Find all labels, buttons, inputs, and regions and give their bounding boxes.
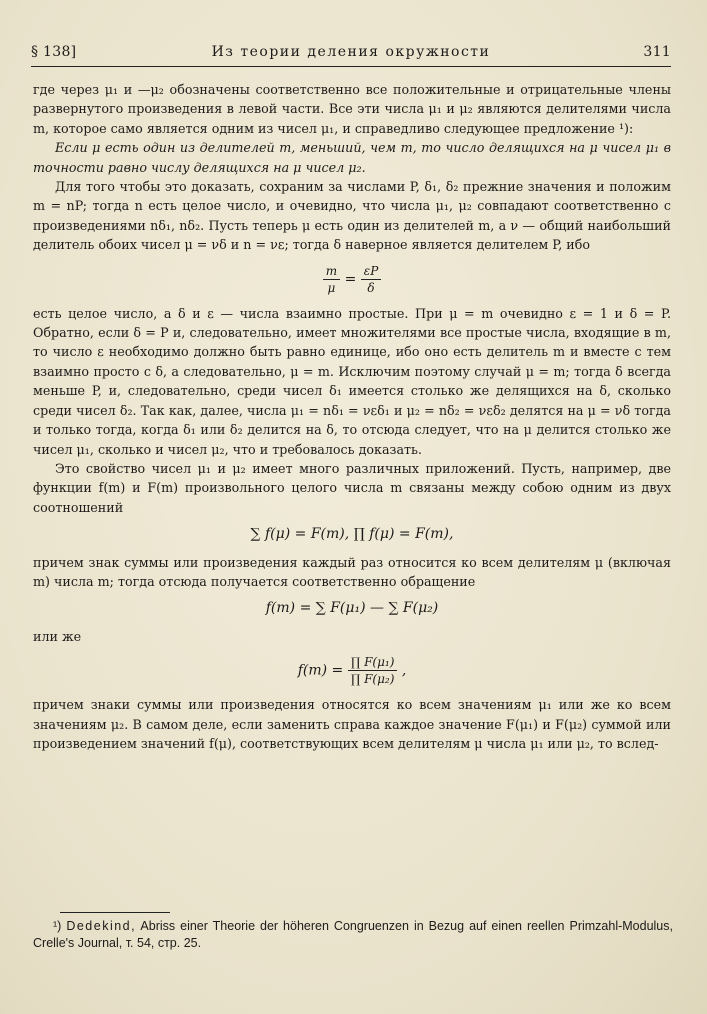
fraction-lhs-numerator: m [323, 263, 340, 280]
page-header [31, 42, 671, 64]
fraction-lhs [323, 263, 340, 296]
paragraph-3: Для того чтобы это доказать, сохраним за числами P, δ₁, δ₂ прежние значения и положим m = nP; тогда n есть целое число, и очевидно, что числа μ₁, μ₂ совпадают соответственно с произведениями nδ₁, nδ₂. Пусть теперь μ есть один из делителей m, а ν — общий наибольший делитель обоих чисел μ = νδ и n = νε; тогда δ наверное является делителем P, ибо [33, 179, 671, 253]
page-number: 311 [643, 44, 671, 60]
footnote-rule [60, 912, 170, 913]
paragraph-7: или же [33, 628, 82, 644]
paragraph-5: Это свойство чисел μ₁ и μ₂ имеет много различных приложений. Пусть, например, две функции f(m) и F(m) произвольного целого числа m связаны между собою одним из двух соотношений [33, 460, 671, 515]
footnote-marker: ¹) [53, 919, 62, 933]
fraction-lhs-denominator: μ [327, 280, 336, 295]
fraction-rhs [361, 263, 382, 296]
product-fraction [348, 654, 398, 687]
formula-fraction [33, 263, 671, 296]
paragraph-4: есть целое число, а δ и ε — числа взаимно простые. При μ = m очевидно ε = 1 и δ = P. Обратно, если δ = P и, следовательно, имеет множителями все простые числа, входящие в m, то число ε необходимо должно быть равно единице, ибо оно есть делитель m и вместе с тем взаимно просто с δ, а следовательно, μ = m. Исключим поэтому случай μ = m; тогда δ всегда меньше P, и, следовательно, среди чисел δ₁ имеется столько же делящихся на δ, сколько среди чисел δ₂. Так как, далее, числа μ₁ = nδ₁ = νεδ₁ и μ₂ = nδ₂ = νεδ₂ делятся на μ = νδ тогда и только тогда, когда δ₁ или δ₂ делится на δ, то отсюда следует, что на μ делится столько же чисел μ₁, сколько и чисел μ₂, что и требовалось доказать. [33, 305, 671, 457]
footnote [33, 918, 673, 952]
paragraph-6: причем знак суммы или произведения каждый раз относится ко всем делителям μ (включая m) числа m; тогда отсюда получается соответственно обращение [33, 554, 671, 589]
footnote-text: Abriss einer Theorie der höheren Congruenzen in Bezug auf einen reellen Primzahl-Modulus, Crelle's Journal, т. 54, стр. 25. [33, 919, 673, 950]
product-denominator: ∏ F(μ₂) [350, 672, 395, 687]
header-rule [31, 66, 671, 67]
paragraph-1: где через μ₁ и —μ₂ обозначены соответственно все положительные и отрицательные члены развернутого произведения в левой части. Все эти числа μ₁ и μ₂ являются делителями числа m, которое само является одним из чисел μ₁, и справедливо следующее предложение ¹): [33, 82, 671, 136]
running-title: Из теории деления окружности [211, 44, 491, 60]
paragraph-8: причем знаки суммы или произведения относятся ко всем значениям μ₁ или же ко всем значениям μ₂. В самом деле, если заменить справа каждое значение F(μ₁) и F(μ₂) суммой или произведением значений f(μ), соответствующих всем делителям μ числа μ₁ или μ₂, то вслед- [33, 697, 671, 751]
equals-sign: = [344, 271, 357, 288]
page-body [33, 80, 671, 753]
formula-comma: , [401, 662, 407, 679]
formula-sum-product: ∑ f(μ) = F(m), ∏ f(μ) = F(m), [250, 526, 454, 543]
fraction-rhs-denominator: δ [367, 280, 375, 295]
formula-lhs: f(m) = [297, 662, 344, 679]
fraction-rhs-numerator: εP [361, 263, 382, 280]
footnote-author: Dedekind, [66, 919, 137, 933]
section-number: § 138] [31, 44, 77, 60]
formula-inversion-sum: f(m) = ∑ F(μ₁) — ∑ F(μ₂) [265, 600, 439, 617]
product-numerator: ∏ F(μ₁) [348, 654, 398, 671]
formula-inversion-product [33, 654, 671, 687]
theorem-statement: Если μ есть один из делителей m, меньший, чем m, то число делящихся на μ чисел μ₁ в точности равно числу делящихся на μ чисел μ₂. [33, 140, 671, 175]
